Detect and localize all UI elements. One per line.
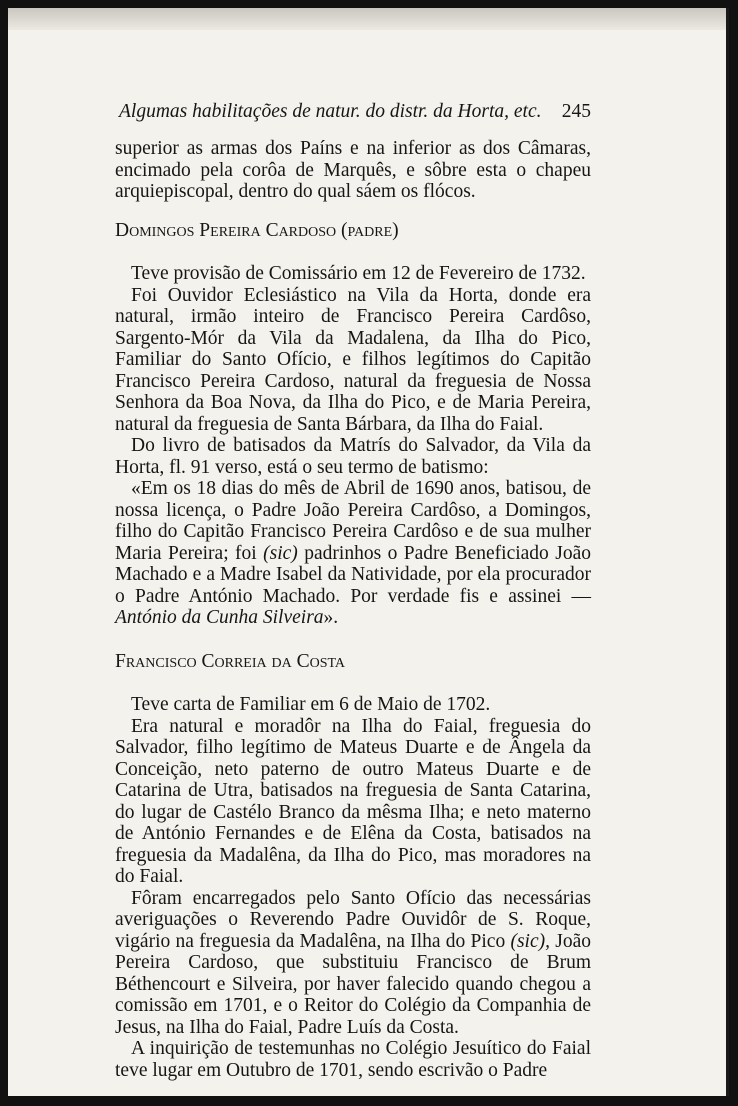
paragraph bbox=[115, 888, 591, 1039]
paragraph: Teve provisão de Comissário em 12 de Fevereiro de 1732. bbox=[131, 263, 586, 284]
intro-paragraph: superior as armas dos Paíns e na inferior as dos Câmaras, encimado pela corôa de Marquês, e sôbre esta o chapeu arquiepiscopal, dentro do qual sáem os flócos. bbox=[115, 138, 591, 202]
paragraph: Foi Ouvidor Eclesiástico na Vila da Horta, donde era natural, irmão inteiro de Francisco Pereira Cardôso, Sargento-Mór da Vila da Madalena, da Ilha do Pico, Familiar do Santo Ofício, e filhos legítimos do Capitão Francisco Pereira Cardoso, natural da freguesia de Nossa Senhora da Boa Nova, da Ilha do Pico, e de Maria Pereira, natural da freguesia de Santa Bárbara, da Ilha do Faial. bbox=[115, 284, 591, 435]
section-heading-francisco: Francisco Correia da Costa bbox=[115, 650, 346, 672]
paragraph-text: João Pereira Cardoso, que substituiu Francisco de Brum Béthencourt e Silveira, por haver falecido quando chegou a comissão em 1701, e o Reitor do Colégio da Companhia de Jesus, na Ilha do Faial, Padre Luís da Costa. bbox=[115, 930, 591, 1038]
book-page bbox=[8, 8, 729, 1096]
scan-top-edge bbox=[8, 8, 726, 30]
baptism-quote bbox=[115, 478, 591, 629]
paragraph-text: Fôram encarregados pelo Santo Ofício das necessárias averiguações o Reverendo Padre Ouvidôr de S. Roque, vigário na freguesia da Madalêna, na Ilha do Pico bbox=[115, 887, 591, 952]
sic-note: (sic) bbox=[263, 542, 298, 564]
paragraph: Teve carta de Familiar em 6 de Maio de 1702. bbox=[131, 694, 491, 715]
paragraph: Do livro de batisados da Matrís do Salvador, da Vila da Horta, fl. 91 verso, está o seu termo de batismo: bbox=[115, 435, 591, 478]
sic-note: (sic), bbox=[510, 930, 550, 952]
paragraph: A inquirição de testemunhas no Colégio Jesuítico do Faial teve lugar em Outubro de 1701, sendo escrivão o Padre bbox=[115, 1038, 591, 1081]
quote-close: ». bbox=[323, 607, 339, 628]
signature-name: António da Cunha Silveira bbox=[115, 607, 324, 628]
section-heading-domingos: Domingos Pereira Cardoso (padre) bbox=[115, 219, 399, 241]
body-text bbox=[115, 138, 591, 1081]
page-number: 245 bbox=[561, 101, 591, 122]
running-title: Algumas habilitações de natur. do distr. da Horta, etc. bbox=[119, 101, 542, 122]
quote-text: «Em os 18 dias do mês de Abril de 1690 anos, batisou, de nossa licença, o Padre João Pereira Cardôso, a Domingos, filho do Capitão Francisco Pereira Cardôso e de sua mulher Maria Pereira; foi bbox=[115, 478, 591, 564]
paragraph: Era natural e moradôr na Ilha do Faial, freguesia do Salvador, filho legítimo de Mateus Duarte e de Ângela da Conceição, neto paterno de outro Mateus Duarte e de Catarina de Utra, batisados na freguesia de Santa Catarina, do lugar de Castélo Branco da mêsma Ilha; e neto materno de António Fernandes e de Elêna da Costa, batisados na freguesia da Madalêna, da Ilha do Pico, mas moradores na do Faial. bbox=[115, 715, 591, 887]
quote-text: padrinhos o Padre Beneficiado João Machado e a Madre Isabel da Natividade, por ela procurador o Padre António Machado. Por verdade fis e assinei — bbox=[115, 542, 591, 607]
